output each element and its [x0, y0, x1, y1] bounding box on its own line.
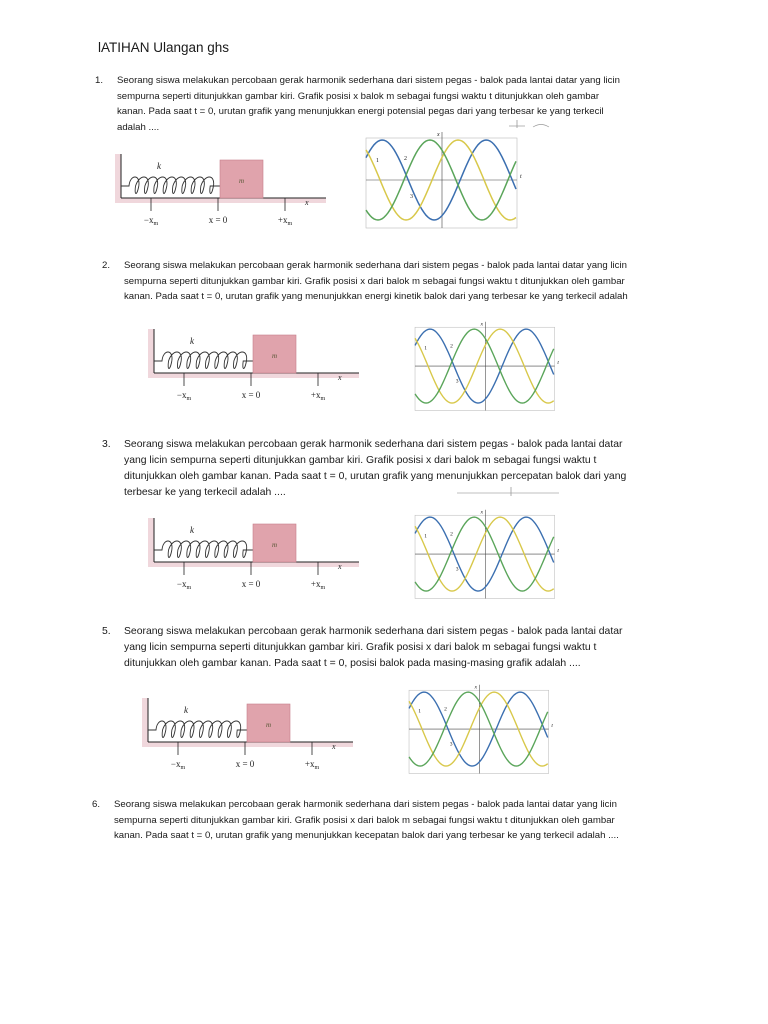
question-number: 2.: [102, 260, 111, 271]
tick-label: $+x_m$: [304, 759, 320, 771]
x-axis-label: x: [480, 509, 484, 516]
graph-frame: [415, 515, 555, 598]
question-text: Seorang siswa melakukan percobaan gerak harmonik sederhana dari sistem pegas - balok pada lantai datar yang licin sempurna seperti ditunjukkan gambar kiri. Grafik posisi x dari balok m sebagai fungsi waktu t ditunjukkan oleh gambar kanan. Pada saat t = 0, urutan grafik yang menunjukkan kecepatan balok dari yang terbesar ke yang terkecil adalah ....: [114, 799, 619, 841]
curve-label: 1: [418, 708, 422, 715]
curve-label: 1: [376, 158, 379, 164]
question-number: 5.: [102, 626, 111, 637]
question-number: 6.: [92, 799, 101, 810]
t-axis-label: t: [557, 360, 559, 367]
wall: [142, 698, 148, 747]
tick-label: $+x_m$: [310, 390, 326, 402]
curve-label: 2: [450, 343, 453, 350]
position-time-graph: [402, 681, 564, 779]
spring: [148, 721, 247, 738]
question-text: Seorang siswa melakukan percobaan gerak harmonik sederhana dari sistem pegas - balok pada lantai datar yang licin sempurna seperti ditunjukkan gambar kiri. Grafik posisi x dari balok m sebagai fungsi waktu t ditunjukkan oleh gambar kanan. Pada saat t = 0, urutan grafik yang menunjukkan percepatan balok dari yang terbesar ke yang terkecil adalah ....: [124, 439, 627, 498]
axis-label: x: [338, 562, 342, 571]
spring-label: k: [190, 525, 194, 535]
spring-label: k: [157, 161, 161, 171]
spring-block-figure: [148, 512, 363, 597]
spring-figure: [142, 698, 353, 771]
x-axis-label: x: [474, 684, 478, 691]
block-label: m: [272, 541, 278, 549]
spring-figure: [148, 329, 359, 402]
question-number: 3.: [102, 439, 111, 450]
curve-label: 3: [455, 378, 459, 385]
tick-label: x = 0: [235, 759, 255, 769]
floor: [121, 198, 326, 203]
floor: [154, 562, 359, 567]
x-axis-label: x: [437, 132, 440, 138]
axis-label: x: [332, 742, 336, 751]
stray-mark: [455, 485, 565, 499]
curve-label: 3: [455, 566, 459, 573]
question-text: Seorang siswa melakukan percobaan gerak harmonik sederhana dari sistem pegas - balok pada lantai datar yang licin sempurna seperti ditunjukkan gambar kiri. Grafik posisi x dari balok m sebagai fungsi waktu t ditunjukkan oleh gambar kanan. Pada saat t = 0, urutan grafik yang menunjukkan energi kinetik balok dari yang terbesar ke yang terkecil adalah: [124, 260, 628, 302]
t-axis-label: t: [551, 723, 553, 730]
tick-label: $+x_m$: [310, 579, 326, 591]
question-number: 1.: [95, 75, 104, 86]
graph-frame: [366, 138, 517, 228]
curve-label: 2: [444, 706, 447, 713]
question-text: Seorang siswa melakukan percobaan gerak harmonik sederhana dari sistem pegas - balok pada lantai datar yang licin sempurna seperti ditunjukkan gambar kiri. Grafik posisi x balok m sebagai fungsi waktu t ditunjukkan oleh gambar kanan. Pada saat t = 0, urutan grafik yang menunjukkan energi potensial pegas dari yang terbesar ke yang terkecil adalah ....: [117, 75, 620, 133]
wall: [115, 154, 121, 203]
spring-label: k: [184, 705, 188, 715]
tick-label: $-x_m$: [176, 579, 192, 591]
tick-label: $-x_m$: [143, 215, 159, 227]
spring-figure: [115, 154, 326, 227]
axis-label: x: [305, 198, 309, 207]
spring-figure: [148, 518, 359, 591]
wall: [148, 518, 154, 567]
curve-label: 3: [410, 194, 413, 200]
curve-label: 3: [449, 741, 453, 748]
graph-figure: [415, 321, 559, 410]
spring: [154, 541, 253, 558]
position-time-graph: [408, 506, 570, 604]
curve-label: 2: [450, 531, 453, 538]
x-axis-label: x: [480, 321, 484, 328]
spring-block-figure: [115, 148, 330, 233]
position-time-graph: [408, 318, 570, 416]
tick-label: $+x_m$: [277, 215, 293, 227]
graph-figure: [415, 509, 559, 598]
spring: [121, 177, 220, 194]
curve-label: 1: [424, 533, 428, 540]
axis-label: x: [338, 373, 342, 382]
t-axis-label: t: [520, 174, 522, 180]
block-label: m: [266, 721, 272, 729]
position-time-graph: [362, 128, 530, 234]
spring-label: k: [190, 336, 194, 346]
tick-label: $-x_m$: [170, 759, 186, 771]
tick-label: x = 0: [208, 215, 228, 225]
question-text: Seorang siswa melakukan percobaan gerak harmonik sederhana dari sistem pegas - balok pada lantai datar yang licin sempurna seperti ditunjukkan gambar kiri. Grafik posisi x dari balok m sebagai fungsi waktu t ditunjukkan oleh gambar kanan. Pada saat t = 0, posisi balok pada masing-masing grafik adalah ....: [124, 626, 623, 669]
floor: [154, 373, 359, 378]
block-label: m: [272, 352, 278, 360]
graph-frame: [409, 690, 549, 773]
spring-block-figure: [142, 692, 357, 777]
tick-label: x = 0: [241, 579, 261, 589]
curve-label: 1: [424, 345, 428, 352]
block-label: m: [239, 177, 245, 185]
tick-label: x = 0: [241, 390, 261, 400]
page-title: lATIHAN Ulangan ghs: [98, 40, 230, 55]
tick-label: $-x_m$: [176, 390, 192, 402]
graph-figure: [366, 132, 522, 228]
wall: [148, 329, 154, 378]
spring-block-figure: [148, 323, 363, 408]
floor: [148, 742, 353, 747]
graph-frame: [415, 327, 555, 410]
spring: [154, 352, 253, 369]
curve-label: 2: [404, 156, 407, 162]
graph-figure: [409, 684, 553, 773]
t-axis-label: t: [557, 548, 559, 555]
